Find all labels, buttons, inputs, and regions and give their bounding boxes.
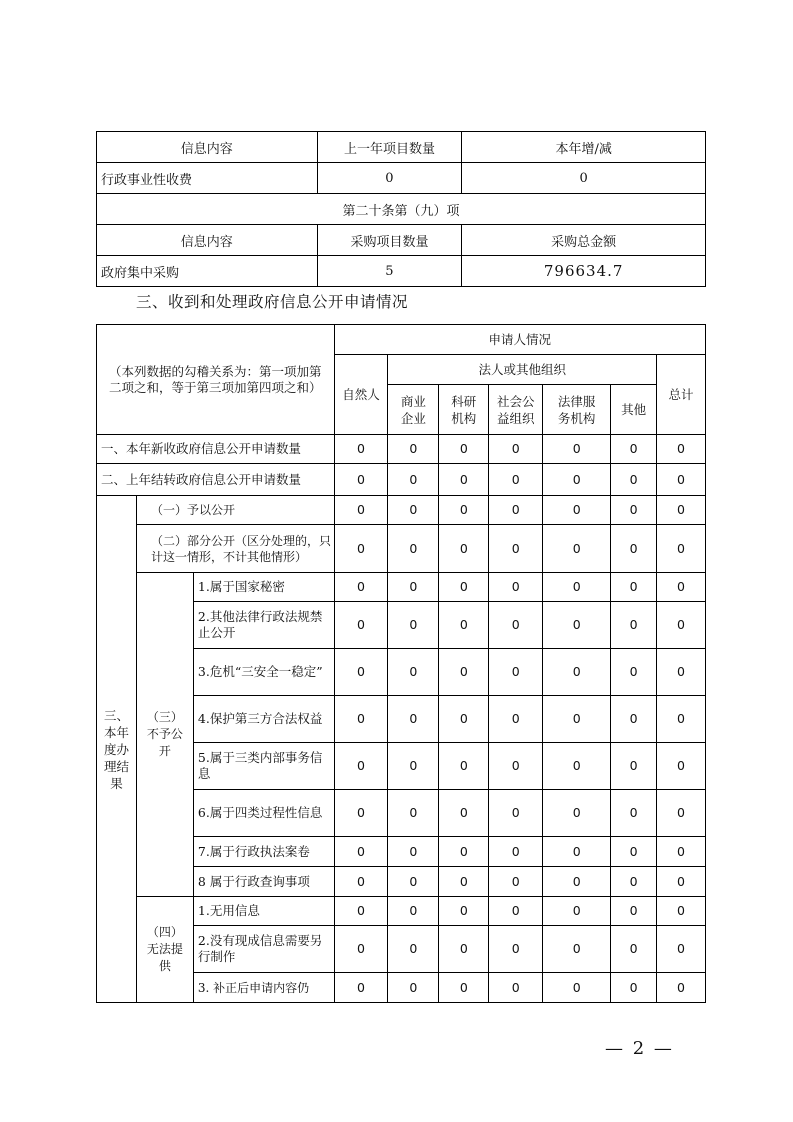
value-cell: 0 xyxy=(334,602,388,649)
value-cell: 0 xyxy=(657,926,706,973)
value-cell: 0 xyxy=(388,602,439,649)
value-cell: 0 xyxy=(439,435,489,464)
value-cell: 0 xyxy=(489,790,543,837)
section-title: 三、收到和处理政府信息公开申请情况 xyxy=(136,293,409,311)
value-cell: 0 xyxy=(611,573,657,602)
value-cell: 0 xyxy=(439,696,489,743)
value-cell: 0 xyxy=(334,525,388,573)
value-cell: 0 xyxy=(489,649,543,696)
value-cell: 0 xyxy=(334,435,388,464)
value-cell: 0 xyxy=(489,496,543,525)
page-number: — 2 — xyxy=(605,1038,674,1059)
value-cell: 0 xyxy=(611,790,657,837)
application-table xyxy=(96,324,706,1003)
value-cell: 0 xyxy=(388,973,439,1003)
value-cell: 0 xyxy=(334,973,388,1003)
row-label: 7.属于行政执法案卷 xyxy=(193,837,334,867)
row-label: 3.危机“三安全一稳定” xyxy=(193,649,334,696)
prev-count: 0 xyxy=(317,163,462,194)
value-cell: 0 xyxy=(334,867,388,897)
value-cell: 0 xyxy=(388,649,439,696)
header-cell: 采购总金额 xyxy=(462,225,706,256)
value-cell: 0 xyxy=(543,496,611,525)
value-cell: 0 xyxy=(611,867,657,897)
value-cell: 0 xyxy=(543,867,611,897)
value-cell: 0 xyxy=(334,464,388,496)
value-cell: 0 xyxy=(657,602,706,649)
value-cell: 0 xyxy=(657,743,706,790)
value-cell: 0 xyxy=(439,602,489,649)
value-cell: 0 xyxy=(543,602,611,649)
row-label: 一、本年新收政府信息公开申请数量 xyxy=(97,435,335,464)
header-cell: 信息内容 xyxy=(97,225,318,256)
business-header: 商业企业 xyxy=(388,385,439,435)
table-header-row xyxy=(97,225,706,256)
table-header-row xyxy=(97,132,706,163)
value-cell: 0 xyxy=(543,525,611,573)
table-row xyxy=(97,464,706,496)
value-cell: 0 xyxy=(611,743,657,790)
value-cell: 0 xyxy=(388,435,439,464)
value-cell: 0 xyxy=(439,973,489,1003)
value-cell: 0 xyxy=(334,496,388,525)
value-cell: 0 xyxy=(657,649,706,696)
value-cell: 0 xyxy=(489,897,543,926)
value-cell: 0 xyxy=(439,464,489,496)
value-cell: 0 xyxy=(543,464,611,496)
value-cell: 0 xyxy=(657,973,706,1003)
value-cell: 0 xyxy=(334,926,388,973)
group-label-not-open: （三）不予公开 xyxy=(136,573,193,897)
value-cell: 0 xyxy=(334,649,388,696)
value-cell: 0 xyxy=(388,496,439,525)
value-cell: 0 xyxy=(489,464,543,496)
value-cell: 0 xyxy=(657,525,706,573)
social-header: 社会公益组织 xyxy=(489,385,543,435)
other-header: 其他 xyxy=(611,385,657,435)
value-cell: 0 xyxy=(334,790,388,837)
table-row xyxy=(97,256,706,287)
value-cell: 0 xyxy=(334,696,388,743)
row-label: 2.没有现成信息需要另行制作 xyxy=(193,926,334,973)
value-cell: 0 xyxy=(657,496,706,525)
row-label: 二、上年结转政府信息公开申请数量 xyxy=(97,464,335,496)
value-cell: 0 xyxy=(334,897,388,926)
value-cell: 0 xyxy=(388,525,439,573)
value-cell: 0 xyxy=(657,837,706,867)
value-cell: 0 xyxy=(611,926,657,973)
value-cell: 0 xyxy=(543,926,611,973)
value-cell: 0 xyxy=(388,464,439,496)
value-cell: 0 xyxy=(439,790,489,837)
value-cell: 0 xyxy=(611,496,657,525)
row-label: 行政事业性收费 xyxy=(97,163,318,194)
value-cell: 0 xyxy=(611,837,657,867)
value-cell: 0 xyxy=(657,573,706,602)
value-cell: 0 xyxy=(388,573,439,602)
group-label-unable: （四）无法提供 xyxy=(136,897,193,1003)
value-cell: 0 xyxy=(439,867,489,897)
value-cell: 0 xyxy=(489,602,543,649)
value-cell: 0 xyxy=(439,897,489,926)
row-label: （一）予以公开 xyxy=(136,496,334,525)
value-cell: 0 xyxy=(489,435,543,464)
row-label: 4.保护第三方合法权益 xyxy=(193,696,334,743)
value-cell: 0 xyxy=(439,837,489,867)
value-cell: 0 xyxy=(611,602,657,649)
legal-service-header: 法律服务机构 xyxy=(543,385,611,435)
value-cell: 0 xyxy=(334,573,388,602)
value-cell: 0 xyxy=(657,435,706,464)
table-row xyxy=(97,435,706,464)
value-cell: 0 xyxy=(388,897,439,926)
value-cell: 0 xyxy=(439,743,489,790)
change-count: 0 xyxy=(462,163,706,194)
value-cell: 0 xyxy=(611,696,657,743)
value-cell: 0 xyxy=(611,973,657,1003)
group-label-result: 三、本年度办理结果 xyxy=(97,496,137,1003)
purchase-amount: 796634.7 xyxy=(462,256,706,287)
value-cell: 0 xyxy=(543,897,611,926)
table-row xyxy=(97,496,706,525)
row-label: 8 属于行政查询事项 xyxy=(193,867,334,897)
value-cell: 0 xyxy=(388,743,439,790)
value-cell: 0 xyxy=(388,696,439,743)
value-cell: 0 xyxy=(489,743,543,790)
value-cell: 0 xyxy=(543,973,611,1003)
value-cell: 0 xyxy=(611,464,657,496)
header-cell: 上一年项目数量 xyxy=(317,132,462,163)
section-row xyxy=(97,194,706,225)
value-cell: 0 xyxy=(439,496,489,525)
value-cell: 0 xyxy=(657,867,706,897)
row-label: 5.属于三类内部事务信息 xyxy=(193,743,334,790)
value-cell: 0 xyxy=(543,649,611,696)
value-cell: 0 xyxy=(439,573,489,602)
row-label: 6.属于四类过程性信息 xyxy=(193,790,334,837)
value-cell: 0 xyxy=(657,897,706,926)
value-cell: 0 xyxy=(489,525,543,573)
total-header: 总计 xyxy=(657,355,706,435)
header-row xyxy=(97,325,706,355)
note-cell: （本列数据的勾稽关系为：第一项加第二项之和，等于第三项加第四项之和） xyxy=(97,325,335,435)
value-cell: 0 xyxy=(489,573,543,602)
header-cell: 采购项目数量 xyxy=(317,225,462,256)
value-cell: 0 xyxy=(543,790,611,837)
value-cell: 0 xyxy=(439,926,489,973)
row-label: 1.无用信息 xyxy=(193,897,334,926)
value-cell: 0 xyxy=(388,790,439,837)
value-cell: 0 xyxy=(657,696,706,743)
value-cell: 0 xyxy=(388,837,439,867)
value-cell: 0 xyxy=(439,649,489,696)
section-label: 第二十条第（九）项 xyxy=(97,194,706,225)
value-cell: 0 xyxy=(543,573,611,602)
value-cell: 0 xyxy=(611,897,657,926)
legal-org-header: 法人或其他组织 xyxy=(388,355,657,385)
value-cell: 0 xyxy=(611,525,657,573)
value-cell: 0 xyxy=(543,837,611,867)
row-label: （二）部分公开（区分处理的，只计这一情形，不计其他情形） xyxy=(136,525,334,573)
value-cell: 0 xyxy=(489,837,543,867)
value-cell: 0 xyxy=(388,926,439,973)
table-row xyxy=(97,897,706,926)
value-cell: 0 xyxy=(489,867,543,897)
value-cell: 0 xyxy=(489,926,543,973)
header-cell: 本年增/减 xyxy=(462,132,706,163)
value-cell: 0 xyxy=(388,867,439,897)
value-cell: 0 xyxy=(543,743,611,790)
row-label: 1.属于国家秘密 xyxy=(193,573,334,602)
value-cell: 0 xyxy=(611,649,657,696)
value-cell: 0 xyxy=(334,837,388,867)
value-cell: 0 xyxy=(657,464,706,496)
value-cell: 0 xyxy=(439,525,489,573)
table-row xyxy=(97,573,706,602)
row-label: 政府集中采购 xyxy=(97,256,318,287)
value-cell: 0 xyxy=(543,696,611,743)
natural-person-header: 自然人 xyxy=(334,355,388,435)
fee-purchase-table xyxy=(96,131,706,287)
value-cell: 0 xyxy=(611,435,657,464)
purchase-count: 5 xyxy=(317,256,462,287)
applicant-header: 申请人情况 xyxy=(334,325,705,355)
row-label: 3. 补正后申请内容仍 xyxy=(193,973,334,1003)
table-row xyxy=(97,525,706,573)
value-cell: 0 xyxy=(657,790,706,837)
value-cell: 0 xyxy=(489,973,543,1003)
row-label: 2.其他法律行政法规禁止公开 xyxy=(193,602,334,649)
research-header: 科研机构 xyxy=(439,385,489,435)
header-cell: 信息内容 xyxy=(97,132,318,163)
value-cell: 0 xyxy=(489,696,543,743)
value-cell: 0 xyxy=(543,435,611,464)
value-cell: 0 xyxy=(334,743,388,790)
table-row xyxy=(97,163,706,194)
